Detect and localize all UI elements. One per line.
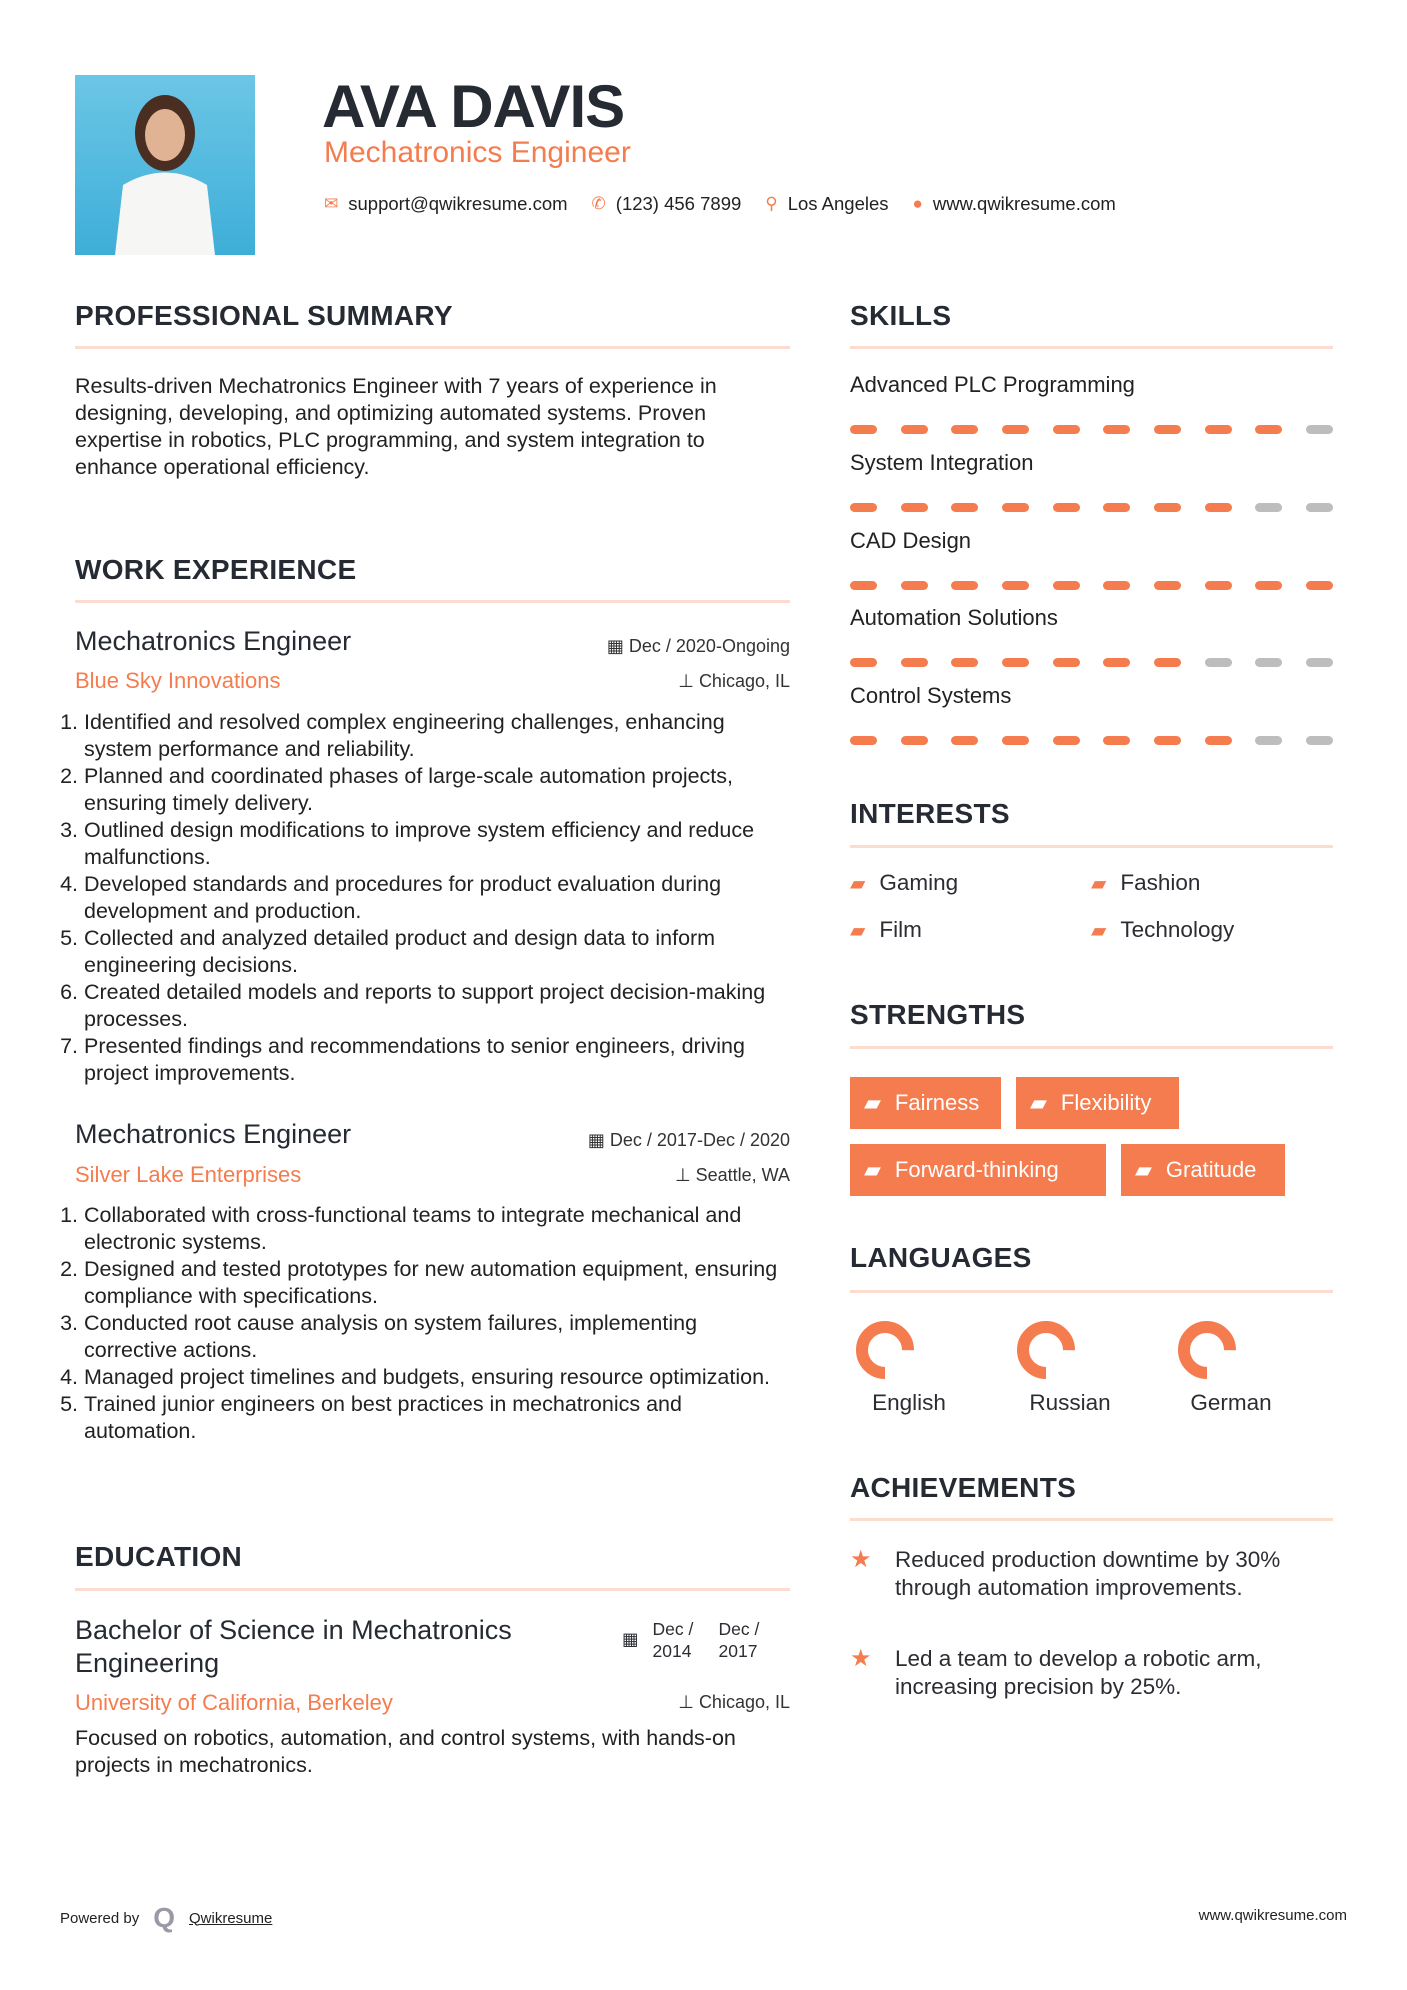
interest-item: ▰ Film <box>850 917 922 942</box>
bullet: 5. Collected and analyzed detailed product and design data to inform engineering decisions. <box>84 925 787 979</box>
rating-dash <box>1154 658 1181 667</box>
rating-dash <box>1053 503 1080 512</box>
rating-dash <box>1053 425 1080 434</box>
experience-heading: WORK EXPERIENCE <box>75 554 357 585</box>
achievements-heading: ACHIEVEMENTS <box>850 1472 1077 1503</box>
rating-dash <box>901 425 928 434</box>
skill-name: Automation Solutions <box>850 605 1058 630</box>
email-icon: ✉ <box>324 194 339 213</box>
footer-site[interactable]: www.qwikresume.com <box>1198 1907 1347 1924</box>
location-pin-icon: ⚲ <box>765 194 778 213</box>
education-description: Focused on robotics, automation, and control systems, with hands-on projects in mechatronics. <box>75 1726 736 1777</box>
school: University of California, Berkeley <box>75 1690 393 1715</box>
rating-dash <box>1205 581 1232 590</box>
rating-dash <box>1255 503 1282 512</box>
rating-dash <box>1053 658 1080 667</box>
rating-dash <box>850 425 877 434</box>
rating-dash <box>1205 503 1232 512</box>
calendar-icon: ▦ <box>622 1629 639 1649</box>
rating-dash <box>1154 736 1181 745</box>
bullet: 3. Conducted root cause analysis on system failures, implementing corrective actions. <box>84 1310 787 1364</box>
bullet: 4. Managed project timelines and budgets, ensuring resource optimization. <box>84 1364 787 1391</box>
divider <box>75 1588 790 1591</box>
candidate-title: Mechatronics Engineer <box>324 136 631 169</box>
book-icon: ▰ <box>1135 1157 1152 1182</box>
profile-photo <box>75 75 255 255</box>
rating-dash <box>1002 425 1029 434</box>
skill-rating <box>850 736 1333 745</box>
bullet: 3. Outlined design modifications to improve system efficiency and reduce malfunctions. <box>84 817 787 871</box>
globe-icon: ● <box>912 194 923 213</box>
bullet: 7. Presented findings and recommendations to senior engineers, driving project improvements. <box>84 1033 787 1087</box>
rating-dash <box>1103 658 1130 667</box>
strength-chip: ▰ Gratitude <box>1121 1144 1285 1196</box>
language-ring <box>1016 1320 1076 1385</box>
rating-dash <box>1306 736 1333 745</box>
book-icon: ▰ <box>1091 872 1107 895</box>
bullet: 4. Developed standards and procedures for product evaluation during development and production. <box>84 871 787 925</box>
language-ring <box>1177 1320 1237 1385</box>
bullet: 6. Created detailed models and reports to support project decision-making processes. <box>84 979 787 1033</box>
rating-dash <box>1205 425 1232 434</box>
rating-dash <box>1255 736 1282 745</box>
rating-dash <box>1154 581 1181 590</box>
rating-dash <box>901 658 928 667</box>
bullet: 2. Planned and coordinated phases of large-scale automation projects, ensuring timely delivery. <box>84 763 787 817</box>
rating-dash <box>951 425 978 434</box>
skill-rating <box>850 425 1333 434</box>
divider <box>850 1046 1333 1049</box>
rating-dash <box>1306 503 1333 512</box>
divider <box>850 1290 1333 1293</box>
rating-dash <box>1002 736 1029 745</box>
language-ring <box>855 1320 915 1385</box>
skill-rating <box>850 581 1333 590</box>
rating-dash <box>1002 503 1029 512</box>
skill-rating <box>850 658 1333 667</box>
strengths-heading: STRENGTHS <box>850 999 1026 1030</box>
rating-dash <box>1002 658 1029 667</box>
job-title: Mechatronics Engineer <box>75 1119 352 1149</box>
rating-dash <box>951 581 978 590</box>
job-title: Mechatronics Engineer <box>75 626 352 656</box>
brand-link[interactable]: Qwikresume <box>189 1909 273 1927</box>
rating-dash <box>850 736 877 745</box>
skills-heading: SKILLS <box>850 300 952 331</box>
skill-rating <box>850 503 1333 512</box>
strength-chip: ▰ Fairness <box>850 1077 1001 1129</box>
divider <box>850 346 1333 349</box>
job-location: ⊥ Seattle, WA <box>674 1165 790 1185</box>
divider <box>850 1518 1333 1521</box>
book-icon: ▰ <box>864 1157 881 1182</box>
company-name: Silver Lake Enterprises <box>75 1162 302 1187</box>
rating-dash <box>901 503 928 512</box>
location: Los Angeles <box>787 193 889 214</box>
achievement-item: ★ Reduced production downtime by 30% through automation improvements. <box>850 1546 1281 1600</box>
summary-heading: PROFESSIONAL SUMMARY <box>75 300 453 331</box>
phone-icon: ✆ <box>591 194 606 213</box>
pin-icon: ⊥ <box>678 1692 699 1712</box>
achievement-item: ★ Led a team to develop a robotic arm, increasing precision by 25%. <box>850 1645 1262 1699</box>
job-bullets <box>67 1202 787 1445</box>
phone[interactable]: (123) 456 7899 <box>615 193 742 214</box>
calendar-icon: ▦ <box>606 636 629 656</box>
rating-dash <box>1053 581 1080 590</box>
footer-powered: Powered by Q Qwikresume <box>60 1902 273 1933</box>
book-icon: ▰ <box>1030 1090 1047 1115</box>
book-icon: ▰ <box>850 919 866 942</box>
degree: Bachelor of Science in Mechatronics Engineering <box>75 1615 512 1678</box>
rating-dash <box>1002 581 1029 590</box>
interests-heading: INTERESTS <box>850 798 1010 829</box>
rating-dash <box>1154 503 1181 512</box>
divider <box>75 346 790 349</box>
language-name: German <box>1190 1390 1272 1415</box>
job-bullets <box>67 709 787 1087</box>
rating-dash <box>1306 425 1333 434</box>
rating-dash <box>1255 581 1282 590</box>
strength-chip: ▰ Forward-thinking <box>850 1144 1106 1196</box>
rating-dash <box>850 658 877 667</box>
book-icon: ▰ <box>850 872 866 895</box>
rating-dash <box>951 736 978 745</box>
book-icon: ▰ <box>1091 919 1107 942</box>
skill-name: CAD Design <box>850 528 972 553</box>
rating-dash <box>1103 736 1130 745</box>
divider <box>75 600 790 603</box>
job-location: ⊥ Chicago, IL <box>678 671 790 691</box>
rating-dash <box>1103 503 1130 512</box>
job-dates: ▦ Dec / 2020-Ongoing <box>606 636 790 656</box>
strength-chip: ▰ Flexibility <box>1016 1077 1179 1129</box>
education-location: ⊥ Chicago, IL <box>678 1692 790 1712</box>
language-name: English <box>872 1390 946 1415</box>
email[interactable]: support@qwikresume.com <box>348 193 568 214</box>
rating-dash <box>850 503 877 512</box>
rating-dash <box>901 736 928 745</box>
rating-dash <box>850 581 877 590</box>
contact-row <box>324 193 1116 215</box>
rating-dash <box>1255 425 1282 434</box>
star-icon: ★ <box>850 1546 872 1573</box>
rating-dash <box>1306 581 1333 590</box>
interest-item: ▰ Technology <box>1091 917 1235 942</box>
languages-heading: LANGUAGES <box>850 1242 1032 1273</box>
skill-name: Advanced PLC Programming <box>850 372 1135 397</box>
bullet: 2. Designed and tested prototypes for new automation equipment, ensuring compliance with specifications. <box>84 1256 787 1310</box>
rating-dash <box>901 581 928 590</box>
candidate-name: AVA DAVIS <box>322 73 625 140</box>
qwikresume-logo-icon: Q <box>153 1902 175 1933</box>
bullet: 5. Trained junior engineers on best practices in mechatronics and automation. <box>84 1391 787 1445</box>
summary-text: Results-driven Mechatronics Engineer with 7 years of experience in designing, developing, and optimizing automated systems. Proven expertise in robotics, PLC programming, and system integration to enhance operational efficiency. <box>75 374 717 479</box>
rating-dash <box>1103 581 1130 590</box>
rating-dash <box>951 658 978 667</box>
pin-icon: ⊥ <box>678 671 699 691</box>
rating-dash <box>1154 425 1181 434</box>
job-dates: ▦ Dec / 2017-Dec / 2020 <box>587 1130 790 1150</box>
star-icon: ★ <box>850 1645 872 1672</box>
bullet: 1. Identified and resolved complex engineering challenges, enhancing system performance and reliability. <box>84 709 787 763</box>
rating-dash <box>1205 736 1232 745</box>
rating-dash <box>1306 658 1333 667</box>
interest-item: ▰ Fashion <box>1091 870 1201 895</box>
pin-icon: ⊥ <box>674 1165 696 1185</box>
bullet: 1. Collaborated with cross-functional teams to integrate mechanical and electronic systems. <box>84 1202 787 1256</box>
interest-item: ▰ Gaming <box>850 870 959 895</box>
skill-name: Control Systems <box>850 683 1012 708</box>
rating-dash <box>1255 658 1282 667</box>
website[interactable]: www.qwikresume.com <box>932 193 1116 214</box>
rating-dash <box>1205 658 1232 667</box>
rating-dash <box>1053 736 1080 745</box>
calendar-icon: ▦ <box>587 1130 610 1150</box>
language-name: Russian <box>1029 1390 1111 1415</box>
rating-dash <box>951 503 978 512</box>
rating-dash <box>1103 425 1130 434</box>
book-icon: ▰ <box>864 1090 881 1115</box>
education-heading: EDUCATION <box>75 1541 243 1572</box>
education-dates: ▦ Dec / 2014 Dec / 2017 <box>622 1619 760 1661</box>
divider <box>850 845 1333 848</box>
skill-name: System Integration <box>850 450 1034 475</box>
company-name: Blue Sky Innovations <box>75 668 281 693</box>
